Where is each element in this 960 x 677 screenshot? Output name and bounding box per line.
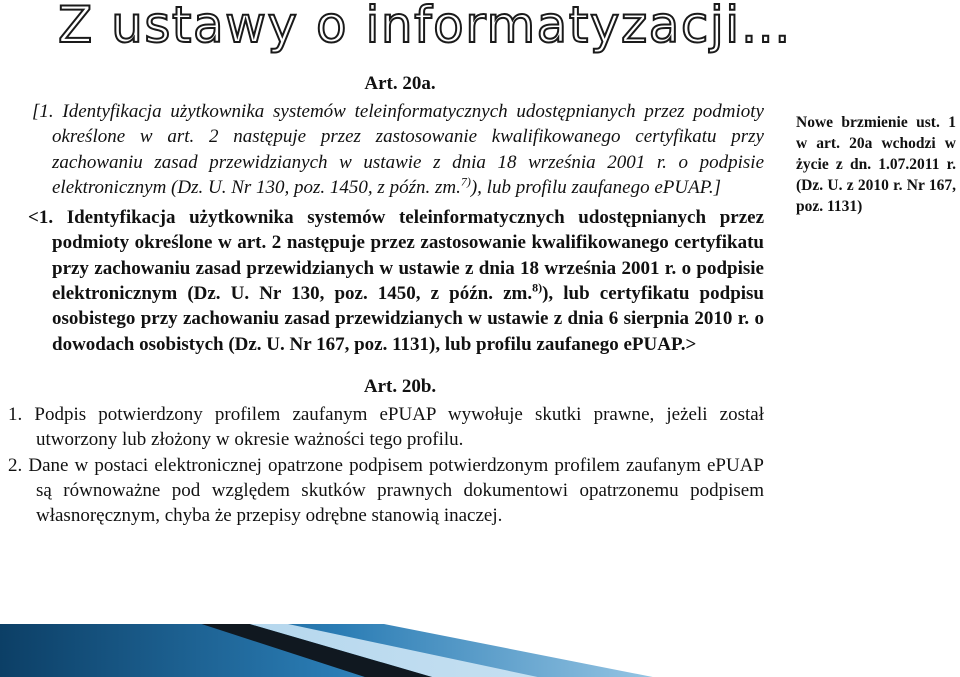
list-item: 1. Podpis potwierdzony profilem zaufanym ePUAP wywołuje skutki prawne, jeżeli został utworzony lub złożony w okresie ważności tego profilu. (8, 403, 764, 451)
article-20a-new-paragraph: <1. Identyfikacja użytkownika systemów teleinformatycznych udostępnianych przez podmioty określone w art. 2 następuje przez zastosowanie kwalifikowanego certyfikatu przy zachowaniu zasad przewidzianych w ustawie z dnia 18 września 2001 r. o podpisie elektronicznym (Dz. U. Nr 130, poz. 1450, z późn. zm.$^{8)}$), lub certyfikatu podpisu osobistego przy zachowaniu zasad przewidzianych w ustawie z dnia 6 sierpnia 2010 r. o dowodach osobistych (Dz. U. Nr 167, poz. 1131), lub profilu zaufanego ePUAP.> (28, 207, 764, 355)
margin-note: Nowe brzmienie ust. 1 w art. 20a wchodzi w życie z dn. 1.07.2011 r. (Dz. U. z 2010 r. Nr 167, poz. 1131) (796, 114, 956, 215)
statute-excerpt (0, 72, 770, 528)
footnote-8-marker: 8) (532, 280, 543, 295)
list-item: 2. Dane w postaci elektronicznej opatrzone podpisem potwierdzonym profilem zaufanym ePUAP są równoważne pod względem skutków prawnych dokumentowi opatrzonemu podpisem własnoręcznym, chyba że przepisy odrębne stanowią inaczej. (8, 454, 764, 527)
footnote-7-marker: 7) (460, 174, 471, 189)
article-20b-heading: Art. 20b. (363, 375, 437, 397)
article-20a-heading: Art. 20a. (364, 73, 436, 94)
article-20a-old-paragraph: [1. Identyfikacja użytkownika systemów teleinformatycznych udostępnianych przez podmioty określone w art. 2 następuje przez zastosowanie kwalifikowanego certyfikatu przy zachowaniu zasad przewidzianych w ustawie z dnia 18 września 2001 r. o podpisie elektronicznym (Dz. U. Nr 130, poz. 1450, z późn. zm.$^{7)}$), lub profilu zaufanego ePUAP.] (32, 101, 764, 198)
article-20b-list (0, 402, 770, 528)
slide-title: Z ustawy o informatyzacji… (58, 0, 793, 54)
